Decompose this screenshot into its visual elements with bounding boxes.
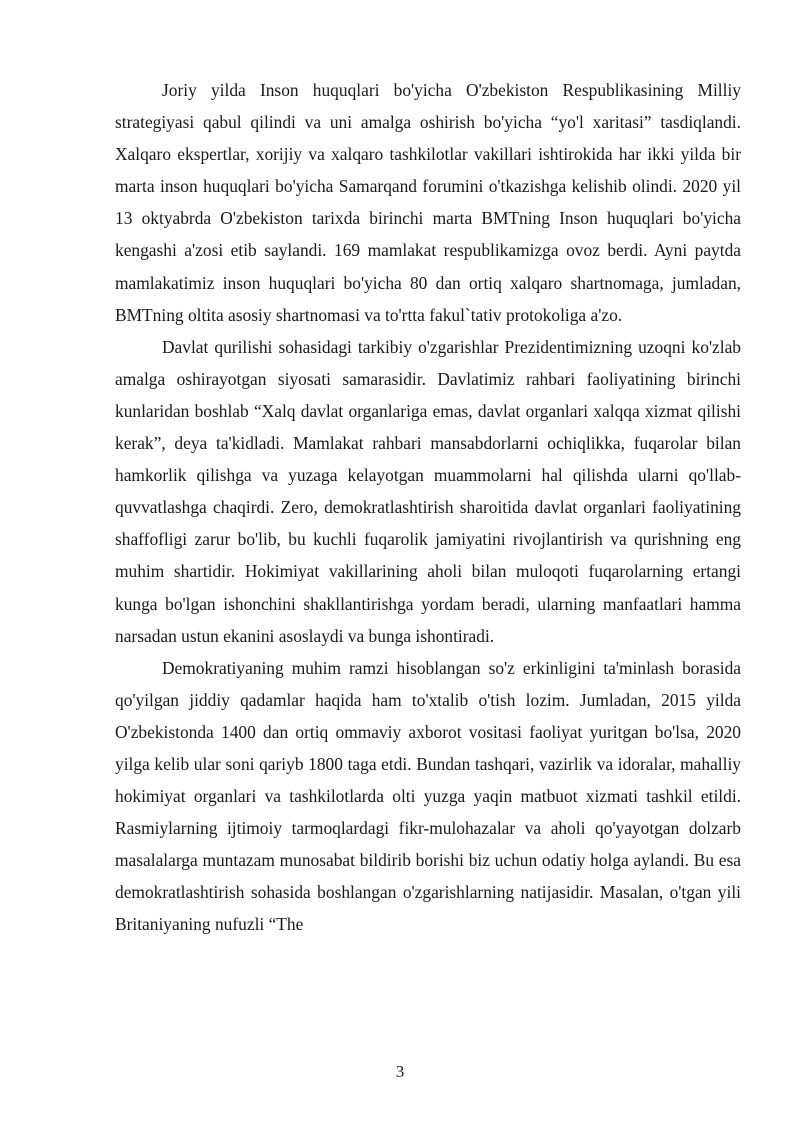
paragraph-1: Joriy yilda Inson huquqlari bo'yicha O'zbekiston Respublikasining Milliy strategiyasi qabul qilindi va uni amalga oshirish bo'yicha “yo'l xaritasi” tasdiqlandi. Xalqaro ekspertlar, xorijiy va xalqaro tashkilotlar vakillari ishtirokida har ikki yilda bir marta inson huquqlari bo'yicha Samarqand forumini o'tkazishga kelishib olindi. 2020 yil 13 oktyabrda O'zbekiston tarixda birinchi marta BMTning Inson huquqlari bo'yicha kengashi a'zosi etib saylandi. 169 mamlakat respublikamizga ovoz berdi. Ayni paytda mamlakatimiz inson huquqlari bo'yicha 80 dan ortiq xalqaro shartnomaga, jumladan, BMTning oltita asosiy shartnomasi va to'rtta fakul`tativ protokoliga a'zo. (115, 80, 741, 325)
page-number: 3 (395, 1062, 405, 1081)
paragraph-3: Demokratiyaning muhim ramzi hisoblangan so'z erkinligini ta'minlash borasida qo'yilgan jiddiy qadamlar haqida ham to'xtalib o'tish lozim. Jumladan, 2015 yilda O'zbekistonda 1400 dan ortiq ommaviy axborot vositasi faoliyat yuritgan bo'lsa, 2020 yilga kelib ular soni qariyb 1800 taga etdi. Bundan tashqari, vazirlik va idoralar, mahalliy hokimiyat organlari va tashkilotlarda olti yuzga yaqin matbuot xizmati tashkil etildi. Rasmiylarning ijtimoiy tarmoqlardagi fikr-mulohazalar va aholi qo'yayotgan dolzarb masalalarga muntazam munosabat bildirib borishi biz uchun odatiy holga aylandi. Bu esa demokratlashtirish sohasida boshlangan o'zgarishlarning natijasidir. Masalan, o'tgan yili Britaniyaning nufuzli “The (115, 657, 741, 935)
body-text (115, 74, 741, 941)
paragraph-2: Davlat qurilishi sohasidagi tarkibiy o'zgarishlar Prezidentimizning uzoqni ko'zlab amalga oshirayotgan siyosati samarasidir. Davlatimiz rahbari faoliyatining birinchi kunlaridan boshlab “Xalq davlat organlariga emas, davlat organlari xalqqa xizmat qilishi kerak”, deya ta'kidladi. Mamlakat rahbari mansabdorlarni ochiqlikka, fuqarolar bilan hamkorlik qilishga va yuzaga kelayotgan muammolarni hal qilishda ularni qo'llab-quvvatlashga chaqirdi. Zero, demokratlashtirish sharoitida davlat organlari faoliyatining shaffofligi zarur bo'lib, bu kuchli fuqarolik jamiyatini rivojlantirish va qurishning eng muhim shartidir. Hokimiyat vakillarining aholi bilan muloqoti fuqarolarning ertangi kunga bo'lgan ishonchini shakllantirishga yordam beradi, ularning manfaatlari hamma narsadan ustun ekanini asoslaydi va bunga ishontiradi. (115, 336, 741, 646)
